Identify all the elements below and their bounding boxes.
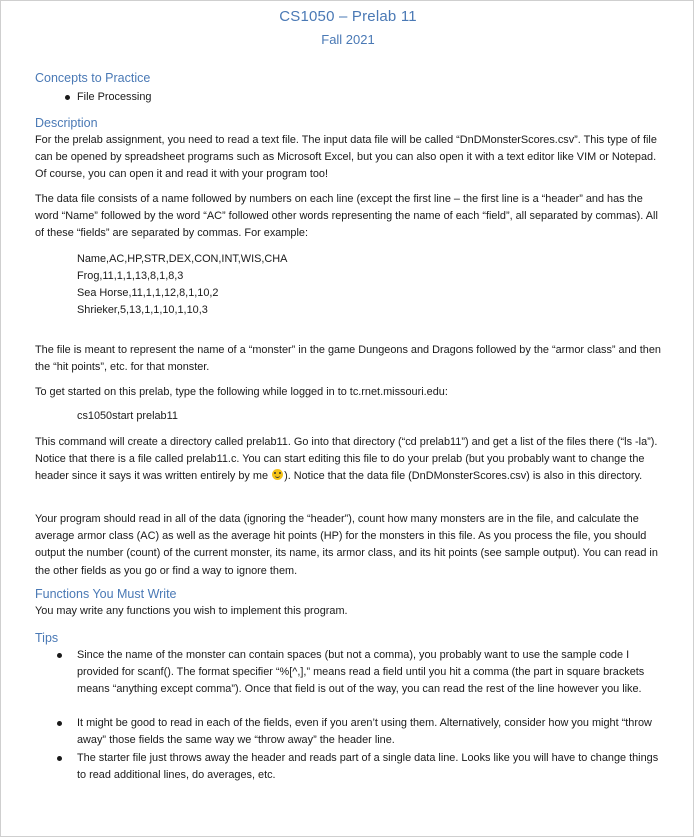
- description-paragraph-3: The file is meant to represent the name of a “monster” in the game Dungeons and Dragons followed by the “armor class” and then the “hit points”, etc. for that monster.: [35, 344, 661, 374]
- start-command: cs1050start prelab11: [77, 410, 178, 422]
- description-heading: Description: [35, 116, 98, 130]
- tips-heading: Tips: [35, 631, 59, 645]
- description-paragraph-5: This command will create a directory called prelab11. Go into that directory (“cd prelab11”) and get a list of the files there (“ls -la”). Notice that there is a file called prelab11.c. You can start editing this file to do your prelab (but you probably want to change the header since it says it was written entirely by me ). Notice that the data file (DnDMonsterScores.csv) is also in this directory.: [35, 436, 658, 483]
- document-page: CS1050 – Prelab 11 Fall 2021 Concepts to Practice File Processing Description For the prelab assignment, you need to read a text file. The input data file will be called “DnDMonsterScores.csv”. This type of file can be opened by spreadsheet programs such as Microsoft Excel, but you can also open it with a text editor like VIM or Notepad. Of course, you can open it and read it with your program too! The data file consists of a name followed by numbers on each line (except the first line – the first line is a “header” and has the word “Name” followed by the word “AC” followed other words representing the name of each “field”, all separated by commas). All of these “fields” are separated by commas. For example: Name,AC,HP,STR,DEX,CON,INT,WIS,CHA Frog,11,1,1,13,8,1,8,3 Sea Horse,11,1,1,12,8,1,10,2 Shrieker,5,13,1,1,10,1,10,3 The file is meant to represent the name of a “monster” in the game Dungeons and Dragons followed by the “armor class” and then the “hit points”, etc. for that monster. To get started on this prelab, type the following while logged in to tc.rnet.missouri.edu: cs1050start prelab11 This command will create a directory called prelab11. Go into that directory (“cd prelab11”) and get a list of the files there (“ls -la”). Notice that there is a file called prelab11.c. You can start editing this file to do your prelab (but you probably want to change the header since it says it was written entirely by me ). Notice that the data file (DnDMonsterScores.csv) is also in this directory. Your program should read in all of the data (ignoring the “header”), count how many monsters are in the file, and calculate the average armor class (AC) as well as the average hit points (HP) for the monsters in this file. As you process the file, you should output the number (count) of the current monster, its name, its armor class, and its hit points (see sample output). You can read in the other fields as you go or find a way to ignore them. Functions You Must Write You may write any functions you wish to implement this program. Tips Since the name of the monster can contain spaces (but not a comma), you probably want to use the sample code I provided for scanf(). The format specifier “%[^,],” means read a field until you hit a comma (the part in square brackets means “anything except comma”). Once that field is out of the way, you can read the rest of the line however you like. It might be good to read in each of the fields, even if you aren’t using them. Alternatively, consider how you might “throw away” those fields the same way we “throw away” the header line. The starter file just throws away the header and reads part of a single data line. Looks like you will have to change things to read additional lines, do averages, etc.: [0, 0, 694, 837]
- example-line: Name,AC,HP,STR,DEX,CON,INT,WIS,CHA: [77, 253, 288, 265]
- concepts-heading: Concepts to Practice: [35, 71, 151, 85]
- bullet-icon: [57, 653, 62, 658]
- example-line: Shrieker,5,13,1,1,10,1,10,3: [77, 304, 208, 316]
- description-paragraph-2: The data file consists of a name followed by numbers on each line (except the first line – the first line is a “header” and has the word “Name” followed by the word “AC” followed other words representing the name of each “field”, all separated by commas). All of these “fields” are separated by commas. For example:: [35, 193, 658, 240]
- description-paragraph-6: Your program should read in all of the data (ignoring the “header”), count how many monsters are in the file, and calculate the average armor class (AC) as well as the average hit points (HP) for the monsters in this file. As you process the file, you should output the number (count) of the current monster, its name, its armor class, and its hit points (see sample output). You can read in the other fields as you go or find a way to ignore them.: [35, 513, 658, 577]
- example-line: Sea Horse,11,1,1,12,8,1,10,2: [77, 287, 219, 299]
- smiley-icon: [272, 469, 283, 480]
- description-paragraph-1: For the prelab assignment, you need to read a text file. The input data file will be called “DnDMonsterScores.csv”. This type of file can be opened by spreadsheet programs such as Microsoft Excel, but you can also open it with a text editor like VIM or Notepad. Of course, you can open it and read it with your program too!: [35, 134, 657, 181]
- bullet-icon: [57, 756, 62, 761]
- document-term: Fall 2021: [321, 32, 375, 47]
- functions-heading: Functions You Must Write: [35, 587, 177, 601]
- description-paragraph-4: To get started on this prelab, type the following while logged in to tc.rnet.missouri.edu:: [35, 386, 448, 398]
- bullet-icon: [65, 95, 70, 100]
- example-line: Frog,11,1,1,13,8,1,8,3: [77, 270, 184, 282]
- document-title: CS1050 – Prelab 11: [279, 8, 417, 25]
- functions-text: You may write any functions you wish to implement this program.: [35, 605, 348, 617]
- bullet-icon: [57, 721, 62, 726]
